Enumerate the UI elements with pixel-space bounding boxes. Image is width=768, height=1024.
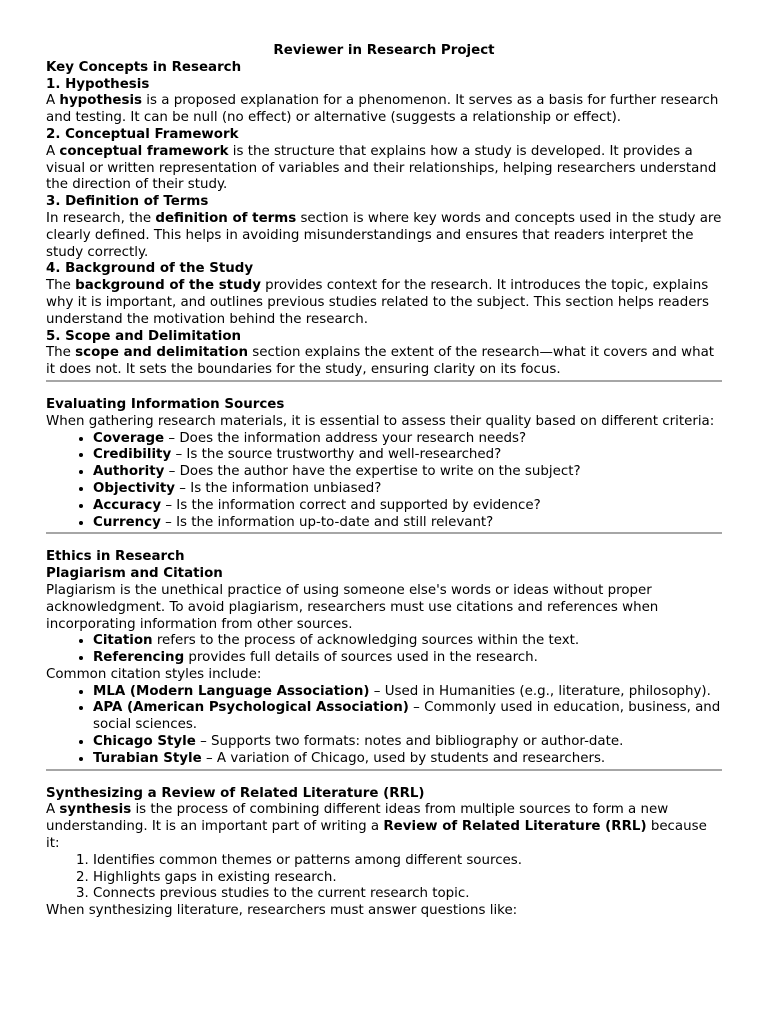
criteria-list: [46, 431, 722, 532]
paragraph-background: The background of the study provides context for the research. It introduces the topic, explains why it is important, and outlines previous studies related to the subject. This section helps readers understand the motivation behind the research.: [46, 278, 709, 327]
list-item: • Citation refers to the process of acknowledging sources within the text.: [93, 633, 722, 650]
subheading-scope: 5. Scope and Delimitation: [46, 328, 242, 344]
list-item: • Accuracy – Is the information correct and supported by evidence?: [93, 498, 722, 515]
list-item: • Chicago Style – Supports two formats: notes and bibliography or author-date.: [93, 734, 722, 751]
paragraph-synthesis-outro: When synthesizing literature, researchers must answer questions like:: [46, 903, 518, 919]
document-title: Reviewer in Research Project: [273, 43, 495, 58]
paragraph-scope: The scope and delimitation section explains the extent of the research—what it covers and what it does not. It sets the boundaries for the study, ensuring clarity on its focus.: [46, 345, 715, 378]
list-item: • Turabian Style – A variation of Chicago, used by students and researchers.: [93, 751, 722, 768]
list-item: 1. Identifies common themes or patterns among different sources.: [93, 853, 722, 870]
list-item: • Coverage – Does the information address your research needs?: [93, 431, 722, 448]
section-heading-ethics: Ethics in Research: [46, 549, 185, 565]
section-heading-evaluating-sources: Evaluating Information Sources: [46, 396, 285, 412]
section-heading-synthesizing: Synthesizing a Review of Related Literature (RRL): [46, 785, 425, 801]
paragraph-plagiarism: Plagiarism is the unethical practice of using someone else's words or ideas without proper acknowledgment. To avoid plagiarism, researchers must use citations and references when incorporating information from other sources.: [46, 582, 659, 632]
subheading-conceptual-framework: 2. Conceptual Framework: [46, 126, 239, 142]
list-item: 3. Connects previous studies to the current research topic.: [93, 886, 722, 903]
list-item: • APA (American Psychological Association) – Commonly used in education, business, and social sciences.: [93, 700, 722, 734]
list-item: 2. Highlights gaps in existing research.: [93, 870, 722, 887]
section-heading-key-concepts: Key Concepts in Research: [46, 59, 242, 75]
list-item: • Objectivity – Is the information unbiased?: [93, 481, 722, 498]
subheading-hypothesis: 1. Hypothesis: [46, 76, 150, 92]
list-item: • Credibility – Is the source trustworthy and well-researched?: [93, 447, 722, 464]
paragraph-definition-of-terms: In research, the definition of terms section is where key words and concepts used in the study are clearly defined. This helps in avoiding misunderstandings and ensures that readers interpret the study correctly.: [46, 210, 722, 260]
section-divider: [46, 532, 722, 534]
subheading-definition-of-terms: 3. Definition of Terms: [46, 194, 209, 210]
citation-styles-list: [46, 684, 722, 768]
list-item: • Currency – Is the information up-to-date and still relevant?: [93, 515, 722, 532]
paragraph-synthesis: A synthesis is the process of combining different ideas from multiple sources to form a new understanding. It is an important part of writing a Review of Related Literature (RRL) because it:: [46, 802, 707, 852]
subheading-background: 4. Background of the Study: [46, 261, 254, 277]
citation-list: [46, 633, 722, 667]
synthesis-list: [46, 853, 722, 903]
paragraph-citation-styles: Common citation styles include:: [46, 666, 262, 682]
paragraph-conceptual-framework: A conceptual framework is the structure that explains how a study is developed. It provides a visual or written representation of variables and their relationships, helping researchers understand the direction of their study.: [46, 143, 717, 193]
paragraph-hypothesis: A hypothesis is a proposed explanation for a phenomenon. It serves as a basis for further research and testing. It can be null (no effect) or alternative (suggests a relationship or effect).: [46, 93, 719, 126]
document-page: [46, 43, 722, 920]
section-divider: [46, 769, 722, 771]
paragraph-evaluating-intro: When gathering research materials, it is essential to assess their quality based on different criteria:: [46, 413, 715, 429]
section-divider: [46, 380, 722, 382]
list-item: • MLA (Modern Language Association) – Used in Humanities (e.g., literature, philosophy).: [93, 684, 722, 701]
subheading-plagiarism: Plagiarism and Citation: [46, 566, 223, 582]
list-item: • Authority – Does the author have the expertise to write on the subject?: [93, 464, 722, 481]
list-item: • Referencing provides full details of sources used in the research.: [93, 650, 722, 667]
